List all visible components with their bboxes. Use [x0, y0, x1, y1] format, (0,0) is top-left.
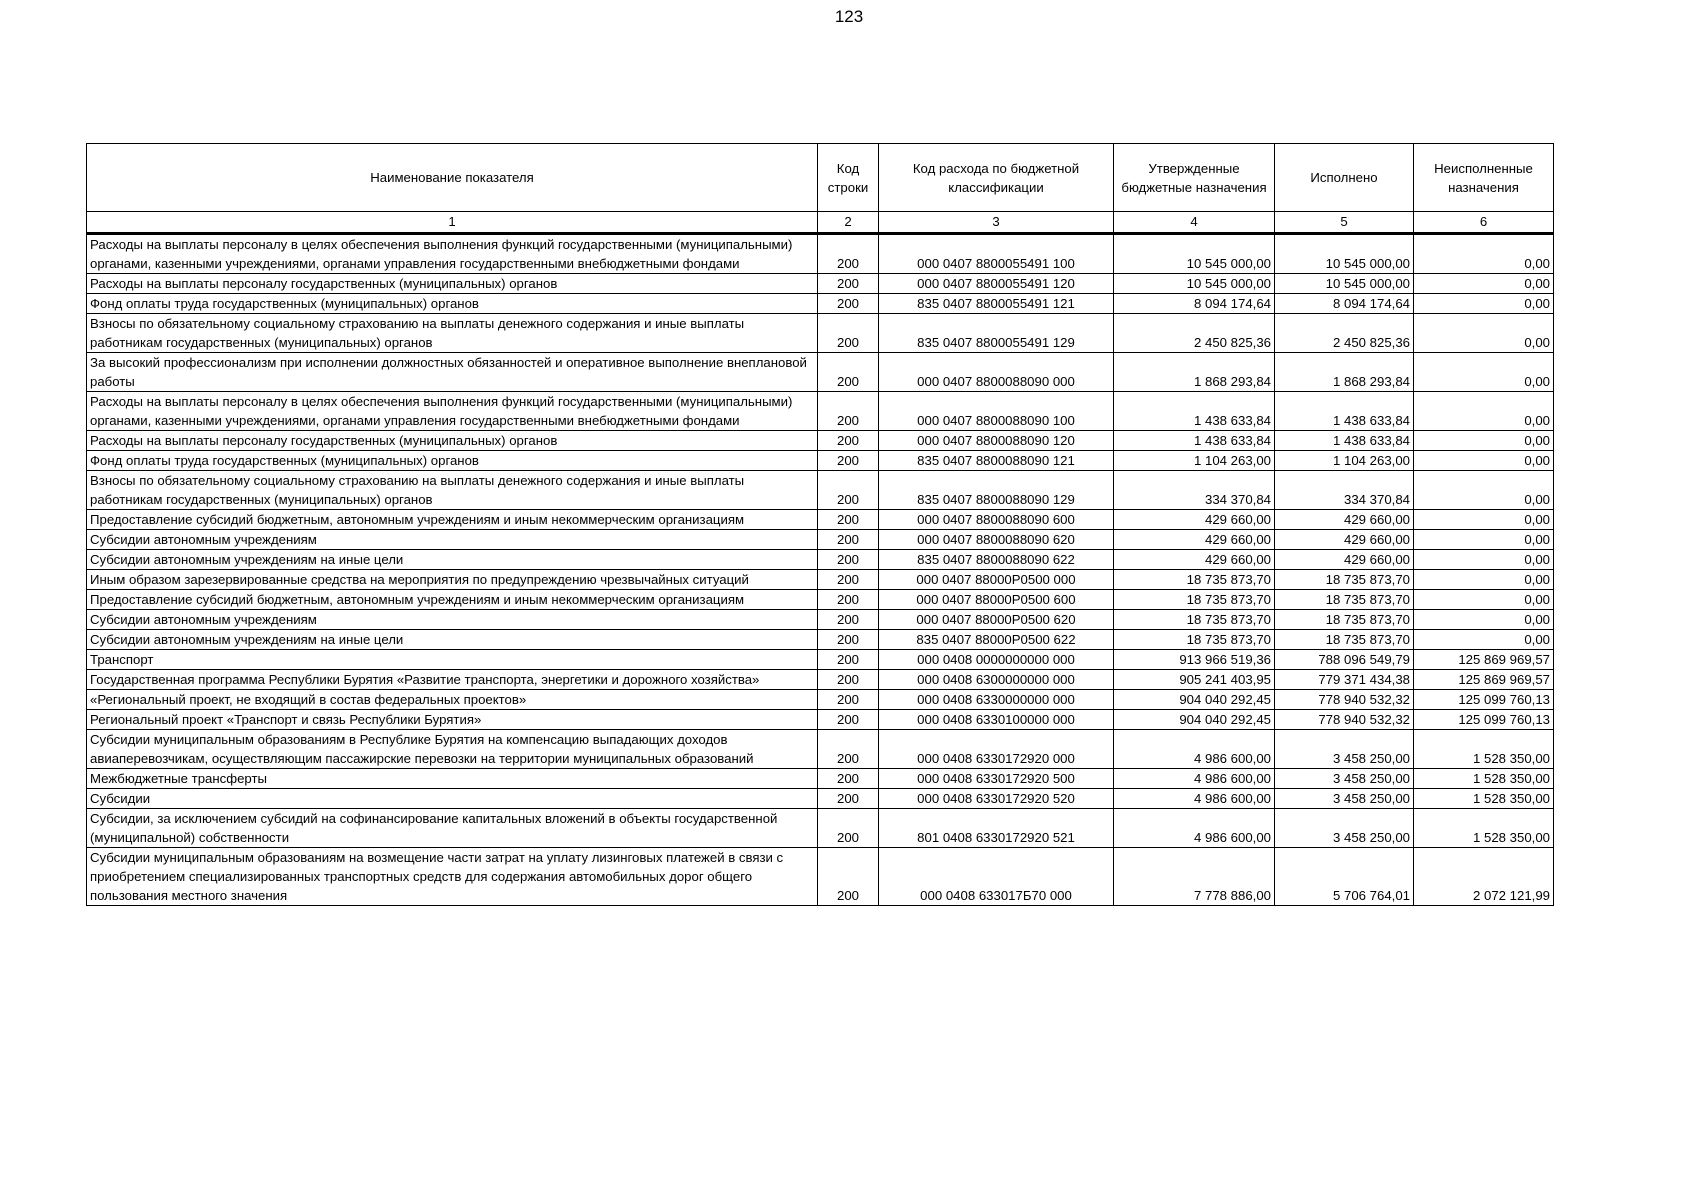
- row-budget-code: 801 0408 6330172920 521: [879, 809, 1114, 848]
- row-executed: 10 545 000,00: [1275, 274, 1414, 294]
- row-budget-code: 000 0407 88000Р0500 000: [879, 570, 1114, 590]
- row-budget-code: 835 0407 8800088090 622: [879, 550, 1114, 570]
- row-executed: 1 868 293,84: [1275, 353, 1414, 392]
- row-approved: 4 986 600,00: [1114, 809, 1275, 848]
- table-row: [87, 471, 1554, 510]
- row-approved: 904 040 292,45: [1114, 710, 1275, 730]
- row-executed: 3 458 250,00: [1275, 789, 1414, 809]
- row-approved: 10 545 000,00: [1114, 274, 1275, 294]
- row-unexecuted: 125 869 969,57: [1414, 650, 1554, 670]
- row-approved: 10 545 000,00: [1114, 234, 1275, 274]
- row-name: Предоставление субсидий бюджетным, автономным учреждениям и иным некоммерческим организациям: [87, 590, 818, 610]
- row-approved: 1 438 633,84: [1114, 431, 1275, 451]
- table-row: [87, 392, 1554, 431]
- row-budget-code: 835 0407 8800088090 121: [879, 451, 1114, 471]
- column-number: 6: [1414, 212, 1554, 234]
- row-budget-code: 000 0407 8800055491 120: [879, 274, 1114, 294]
- row-name: Расходы на выплаты персоналу государственных (муниципальных) органов: [87, 431, 818, 451]
- table-row: [87, 510, 1554, 530]
- table-row: [87, 590, 1554, 610]
- row-budget-code: 000 0408 6330172920 520: [879, 789, 1114, 809]
- row-line-code: 200: [818, 570, 879, 590]
- table-row: [87, 848, 1554, 906]
- row-budget-code: 000 0407 8800088090 620: [879, 530, 1114, 550]
- row-approved: 4 986 600,00: [1114, 769, 1275, 789]
- row-unexecuted: 0,00: [1414, 530, 1554, 550]
- column-number: 3: [879, 212, 1114, 234]
- row-line-code: 200: [818, 294, 879, 314]
- row-unexecuted: 1 528 350,00: [1414, 730, 1554, 769]
- row-line-code: 200: [818, 530, 879, 550]
- row-unexecuted: 0,00: [1414, 392, 1554, 431]
- table-row: [87, 690, 1554, 710]
- row-name: «Региональный проект, не входящий в состав федеральных проектов»: [87, 690, 818, 710]
- row-line-code: 200: [818, 650, 879, 670]
- table-row: [87, 570, 1554, 590]
- row-unexecuted: 0,00: [1414, 590, 1554, 610]
- table-row: [87, 809, 1554, 848]
- row-budget-code: 000 0407 8800088090 100: [879, 392, 1114, 431]
- row-approved: 18 735 873,70: [1114, 570, 1275, 590]
- row-line-code: 200: [818, 630, 879, 650]
- row-line-code: 200: [818, 510, 879, 530]
- table-row: [87, 550, 1554, 570]
- column-number-row: [87, 212, 1554, 234]
- row-name: Субсидии автономным учреждениям: [87, 610, 818, 630]
- row-line-code: 200: [818, 550, 879, 570]
- row-executed: 18 735 873,70: [1275, 630, 1414, 650]
- row-approved: 905 241 403,95: [1114, 670, 1275, 690]
- row-executed: 1 104 263,00: [1275, 451, 1414, 471]
- row-name: Транспорт: [87, 650, 818, 670]
- table-row: [87, 670, 1554, 690]
- row-budget-code: 000 0408 6300000000 000: [879, 670, 1114, 690]
- row-unexecuted: 0,00: [1414, 234, 1554, 274]
- row-executed: 18 735 873,70: [1275, 610, 1414, 630]
- row-approved: 334 370,84: [1114, 471, 1275, 510]
- row-unexecuted: 125 099 760,13: [1414, 710, 1554, 730]
- table-row: [87, 294, 1554, 314]
- row-approved: 1 104 263,00: [1114, 451, 1275, 471]
- row-budget-code: 000 0408 633017Б70 000: [879, 848, 1114, 906]
- row-executed: 3 458 250,00: [1275, 769, 1414, 789]
- row-name: Региональный проект «Транспорт и связь Республики Бурятия»: [87, 710, 818, 730]
- row-approved: 4 986 600,00: [1114, 730, 1275, 769]
- row-executed: 10 545 000,00: [1275, 234, 1414, 274]
- row-approved: 904 040 292,45: [1114, 690, 1275, 710]
- row-executed: 18 735 873,70: [1275, 570, 1414, 590]
- row-line-code: 200: [818, 610, 879, 630]
- row-approved: 18 735 873,70: [1114, 630, 1275, 650]
- table-row: [87, 353, 1554, 392]
- header-unexecuted: Неисполненные назначения: [1414, 144, 1554, 212]
- row-line-code: 200: [818, 274, 879, 294]
- row-name: Фонд оплаты труда государственных (муниципальных) органов: [87, 451, 818, 471]
- row-budget-code: 000 0407 8800088090 600: [879, 510, 1114, 530]
- row-budget-code: 000 0408 6330172920 000: [879, 730, 1114, 769]
- row-budget-code: 000 0407 8800088090 120: [879, 431, 1114, 451]
- row-line-code: 200: [818, 789, 879, 809]
- row-executed: 1 438 633,84: [1275, 392, 1414, 431]
- row-name: Межбюджетные трансферты: [87, 769, 818, 789]
- row-budget-code: 000 0407 88000Р0500 600: [879, 590, 1114, 610]
- table-row: [87, 234, 1554, 274]
- row-executed: 334 370,84: [1275, 471, 1414, 510]
- row-unexecuted: 0,00: [1414, 294, 1554, 314]
- row-approved: 1 868 293,84: [1114, 353, 1275, 392]
- row-line-code: 200: [818, 809, 879, 848]
- row-budget-code: 000 0408 6330000000 000: [879, 690, 1114, 710]
- budget-execution-table: [86, 143, 1554, 906]
- row-approved: 7 778 886,00: [1114, 848, 1275, 906]
- row-approved: 1 438 633,84: [1114, 392, 1275, 431]
- row-unexecuted: 1 528 350,00: [1414, 789, 1554, 809]
- column-number: 2: [818, 212, 879, 234]
- row-name: Субсидии муниципальным образованиям в Республике Бурятия на компенсацию выпадающих доходов авиаперевозчикам, осуществляющим пассажирские перевозки на территории муниципальных образований: [87, 730, 818, 769]
- column-number: 5: [1275, 212, 1414, 234]
- row-unexecuted: 0,00: [1414, 471, 1554, 510]
- table-row: [87, 610, 1554, 630]
- column-number: 4: [1114, 212, 1275, 234]
- row-line-code: 200: [818, 431, 879, 451]
- row-approved: 4 986 600,00: [1114, 789, 1275, 809]
- row-name: Субсидии автономным учреждениям: [87, 530, 818, 550]
- row-name: Фонд оплаты труда государственных (муниципальных) органов: [87, 294, 818, 314]
- row-name: Иным образом зарезервированные средства на мероприятия по предупреждению чрезвычайных ситуаций: [87, 570, 818, 590]
- header-name: Наименование показателя: [87, 144, 818, 212]
- header-approved: Утвержденные бюджетные назначения: [1114, 144, 1275, 212]
- row-approved: 8 094 174,64: [1114, 294, 1275, 314]
- row-unexecuted: 0,00: [1414, 274, 1554, 294]
- table-row: [87, 789, 1554, 809]
- row-name: Взносы по обязательному социальному страхованию на выплаты денежного содержания и иные выплаты работникам государственных (муниципальных) органов: [87, 471, 818, 510]
- row-name: Субсидии муниципальным образованиям на возмещение части затрат на уплату лизинговых платежей в связи с приобретением специализированных транспортных средств для содержания автомобильных дорог общего пользования местного значения: [87, 848, 818, 906]
- row-unexecuted: 1 528 350,00: [1414, 769, 1554, 789]
- row-executed: 1 438 633,84: [1275, 431, 1414, 451]
- row-unexecuted: 0,00: [1414, 610, 1554, 630]
- row-executed: 429 660,00: [1275, 530, 1414, 550]
- row-unexecuted: 2 072 121,99: [1414, 848, 1554, 906]
- row-line-code: 200: [818, 690, 879, 710]
- row-approved: 429 660,00: [1114, 550, 1275, 570]
- header-budget-code: Код расхода по бюджетной классификации: [879, 144, 1114, 212]
- row-line-code: 200: [818, 353, 879, 392]
- row-executed: 778 940 532,32: [1275, 710, 1414, 730]
- row-line-code: 200: [818, 590, 879, 610]
- table-header-row: [87, 144, 1554, 212]
- row-executed: 788 096 549,79: [1275, 650, 1414, 670]
- row-unexecuted: 0,00: [1414, 510, 1554, 530]
- table-row: [87, 650, 1554, 670]
- row-budget-code: 000 0408 6330172920 500: [879, 769, 1114, 789]
- row-name: Субсидии автономным учреждениям на иные цели: [87, 550, 818, 570]
- column-number: 1: [87, 212, 818, 234]
- row-approved: 429 660,00: [1114, 510, 1275, 530]
- row-name: Субсидии автономным учреждениям на иные цели: [87, 630, 818, 650]
- row-name: Предоставление субсидий бюджетным, автономным учреждениям и иным некоммерческим организациям: [87, 510, 818, 530]
- table-row: [87, 274, 1554, 294]
- row-executed: 5 706 764,01: [1275, 848, 1414, 906]
- row-name: Расходы на выплаты персоналу в целях обеспечения выполнения функций государственными (муниципальными) органами, казенными учреждениями, органами управления государственными внебюджетными фондами: [87, 392, 818, 431]
- row-approved: 2 450 825,36: [1114, 314, 1275, 353]
- row-name: Расходы на выплаты персоналу в целях обеспечения выполнения функций государственными (муниципальными) органами, казенными учреждениями, органами управления государственными внебюджетными фондами: [87, 234, 818, 274]
- row-line-code: 200: [818, 670, 879, 690]
- row-executed: 18 735 873,70: [1275, 590, 1414, 610]
- row-line-code: 200: [818, 234, 879, 274]
- row-line-code: 200: [818, 471, 879, 510]
- row-unexecuted: 0,00: [1414, 630, 1554, 650]
- row-unexecuted: 0,00: [1414, 570, 1554, 590]
- row-line-code: 200: [818, 710, 879, 730]
- row-name: Государственная программа Республики Бурятия «Развитие транспорта, энергетики и дорожного хозяйства»: [87, 670, 818, 690]
- row-executed: 779 371 434,38: [1275, 670, 1414, 690]
- row-budget-code: 000 0408 6330100000 000: [879, 710, 1114, 730]
- row-name: За высокий профессионализм при исполнении должностных обязанностей и оперативное выполнение внеплановой работы: [87, 353, 818, 392]
- row-executed: 2 450 825,36: [1275, 314, 1414, 353]
- row-approved: 913 966 519,36: [1114, 650, 1275, 670]
- header-line-code: Код строки: [818, 144, 879, 212]
- row-unexecuted: 0,00: [1414, 550, 1554, 570]
- row-unexecuted: 0,00: [1414, 314, 1554, 353]
- row-budget-code: 000 0407 8800055491 100: [879, 234, 1114, 274]
- table-body: [87, 234, 1554, 906]
- row-executed: 8 094 174,64: [1275, 294, 1414, 314]
- table-row: [87, 451, 1554, 471]
- row-approved: 18 735 873,70: [1114, 590, 1275, 610]
- row-unexecuted: 0,00: [1414, 431, 1554, 451]
- row-budget-code: 000 0408 0000000000 000: [879, 650, 1114, 670]
- row-budget-code: 835 0407 8800055491 129: [879, 314, 1114, 353]
- row-budget-code: 835 0407 8800088090 129: [879, 471, 1114, 510]
- row-unexecuted: 1 528 350,00: [1414, 809, 1554, 848]
- row-budget-code: 000 0407 88000Р0500 620: [879, 610, 1114, 630]
- table-row: [87, 431, 1554, 451]
- row-name: Взносы по обязательному социальному страхованию на выплаты денежного содержания и иные выплаты работникам государственных (муниципальных) органов: [87, 314, 818, 353]
- row-line-code: 200: [818, 392, 879, 431]
- row-executed: 3 458 250,00: [1275, 730, 1414, 769]
- table-row: [87, 630, 1554, 650]
- row-executed: 778 940 532,32: [1275, 690, 1414, 710]
- row-line-code: 200: [818, 314, 879, 353]
- row-budget-code: 835 0407 88000Р0500 622: [879, 630, 1114, 650]
- row-name: Субсидии, за исключением субсидий на софинансирование капитальных вложений в объекты государственной (муниципальной) собственности: [87, 809, 818, 848]
- table-row: [87, 730, 1554, 769]
- row-line-code: 200: [818, 848, 879, 906]
- row-approved: 18 735 873,70: [1114, 610, 1275, 630]
- row-name: Расходы на выплаты персоналу государственных (муниципальных) органов: [87, 274, 818, 294]
- table-row: [87, 710, 1554, 730]
- row-unexecuted: 0,00: [1414, 353, 1554, 392]
- row-line-code: 200: [818, 769, 879, 789]
- row-executed: 429 660,00: [1275, 510, 1414, 530]
- header-executed: Исполнено: [1275, 144, 1414, 212]
- row-budget-code: 000 0407 8800088090 000: [879, 353, 1114, 392]
- row-unexecuted: 0,00: [1414, 451, 1554, 471]
- row-unexecuted: 125 869 969,57: [1414, 670, 1554, 690]
- row-unexecuted: 125 099 760,13: [1414, 690, 1554, 710]
- row-approved: 429 660,00: [1114, 530, 1275, 550]
- row-name: Субсидии: [87, 789, 818, 809]
- table-row: [87, 314, 1554, 353]
- row-executed: 3 458 250,00: [1275, 809, 1414, 848]
- table-row: [87, 769, 1554, 789]
- row-budget-code: 835 0407 8800055491 121: [879, 294, 1114, 314]
- row-executed: 429 660,00: [1275, 550, 1414, 570]
- row-line-code: 200: [818, 730, 879, 769]
- page-number: 123: [834, 7, 864, 26]
- row-line-code: 200: [818, 451, 879, 471]
- table-row: [87, 530, 1554, 550]
